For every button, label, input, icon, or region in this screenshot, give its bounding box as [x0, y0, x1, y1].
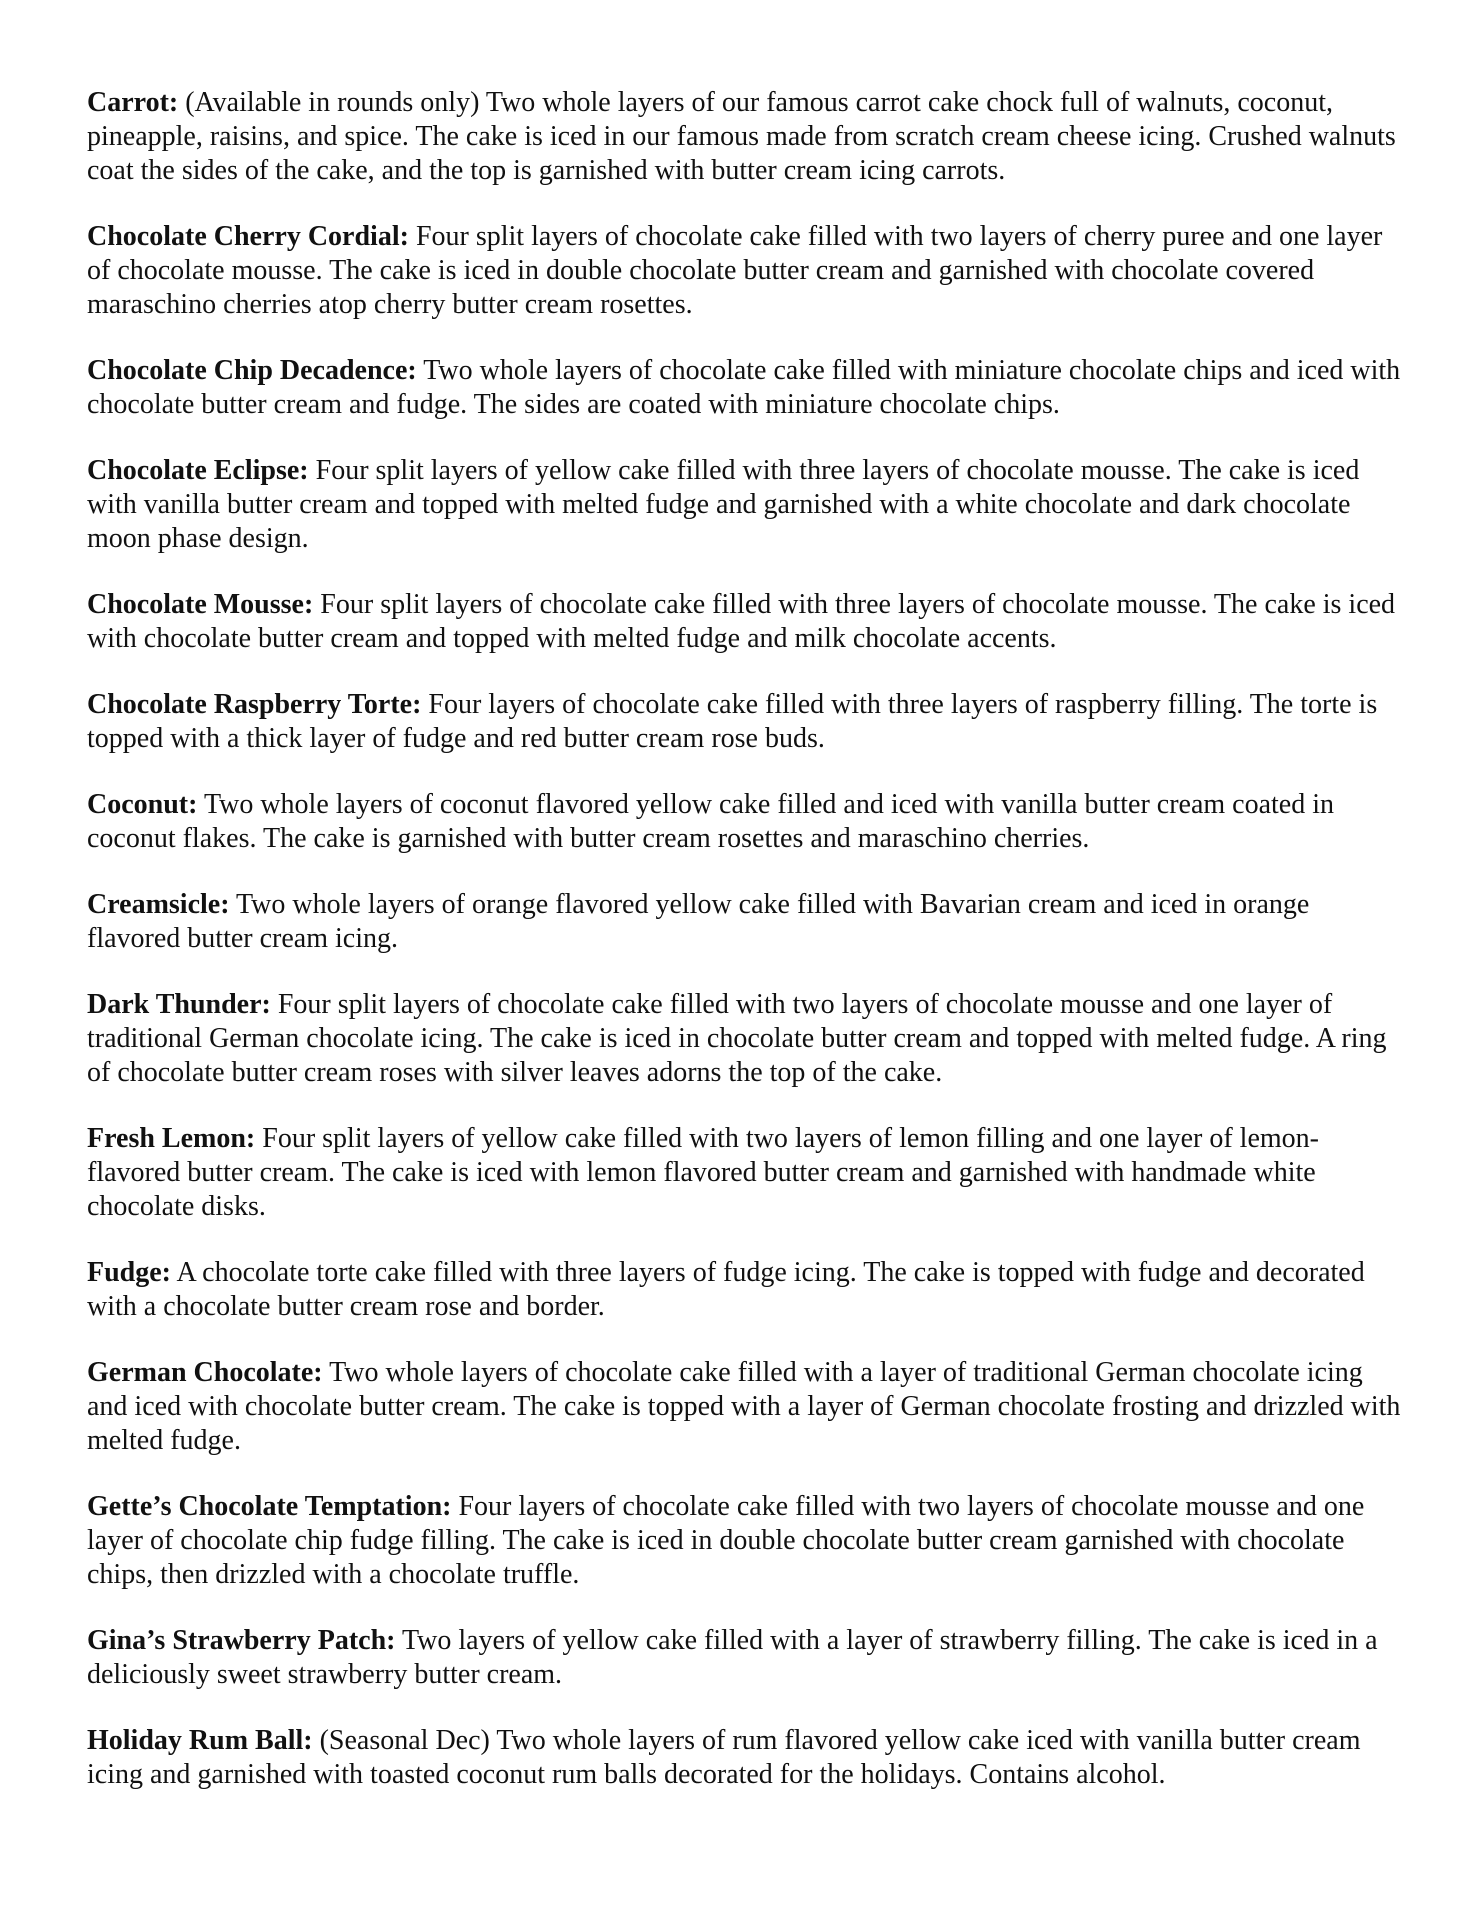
cake-name: Holiday Rum Ball:	[87, 1725, 313, 1756]
cake-name: Fresh Lemon:	[87, 1123, 256, 1154]
cake-entry-ginas-strawberry-patch	[87, 1624, 1405, 1692]
cake-name: Gette’s Chocolate Temptation:	[87, 1491, 452, 1522]
cake-description: Four split layers of yellow cake filled with three layers of chocolate mousse. The cake is iced with vanilla butter cream and topped with melted fudge and garnished with a white chocolate and dark chocolate moon phase design.	[87, 455, 1360, 554]
cake-entry-creamsicle	[87, 888, 1405, 956]
cake-description: Two whole layers of orange flavored yellow cake filled with Bavarian cream and iced in orange flavored butter cream icing.	[87, 889, 1310, 954]
cake-name: Coconut:	[87, 789, 198, 820]
cake-entry-german-chocolate	[87, 1356, 1405, 1458]
cake-entry-chocolate-mousse	[87, 588, 1405, 656]
cake-description: Four split layers of chocolate cake filled with two layers of chocolate mousse and one layer of traditional German chocolate icing. The cake is iced in chocolate butter cream and topped with melted fudge. A ring of chocolate butter cream roses with silver leaves adorns the top of the cake.	[87, 989, 1387, 1088]
cake-entry-chocolate-chip-decadence	[87, 354, 1405, 422]
cake-description: Four split layers of chocolate cake filled with two layers of cherry puree and one layer of chocolate mousse. The cake is iced in double chocolate butter cream and garnished with chocolate covered maraschino cherries atop cherry butter cream rosettes.	[87, 221, 1383, 320]
cake-name: Carrot:	[87, 87, 179, 118]
cake-entry-chocolate-eclipse	[87, 454, 1405, 556]
cake-name: German Chocolate:	[87, 1357, 323, 1388]
cake-name: Chocolate Mousse:	[87, 589, 314, 620]
cake-entry-fudge	[87, 1256, 1405, 1324]
cake-name: Chocolate Chip Decadence:	[87, 355, 417, 386]
cake-description: A chocolate torte cake filled with three layers of fudge icing. The cake is topped with fudge and decorated with a chocolate butter cream rose and border.	[87, 1257, 1365, 1322]
cake-description: (Available in rounds only) Two whole layers of our famous carrot cake chock full of walnuts, coconut, pineapple, raisins, and spice. The cake is iced in our famous made from scratch cream cheese icing. Crushed walnuts coat the sides of the cake, and the top is garnished with butter cream icing carrots.	[87, 87, 1396, 186]
cake-name: Chocolate Cherry Cordial:	[87, 221, 409, 252]
cake-entry-chocolate-cherry-cordial	[87, 220, 1405, 322]
cake-name: Creamsicle:	[87, 889, 230, 920]
cake-description: Two whole layers of coconut flavored yellow cake filled and iced with vanilla butter cream coated in coconut flakes. The cake is garnished with butter cream rosettes and maraschino cherries.	[87, 789, 1335, 854]
cake-name: Chocolate Eclipse:	[87, 455, 309, 486]
cake-entry-carrot	[87, 86, 1405, 188]
cake-entry-chocolate-raspberry-torte	[87, 688, 1405, 756]
cake-description: Four split layers of yellow cake filled with two layers of lemon filling and one layer of lemon-flavored butter cream. The cake is iced with lemon flavored butter cream and garnished with handmade white chocolate disks.	[87, 1123, 1319, 1222]
cake-description: Four layers of chocolate cake filled with three layers of raspberry filling. The torte is topped with a thick layer of fudge and red butter cream rose buds.	[87, 689, 1378, 754]
cake-description: Four layers of chocolate cake filled with two layers of chocolate mousse and one layer of chocolate chip fudge filling. The cake is iced in double chocolate butter cream garnished with chocolate chips, then drizzled with a chocolate truffle.	[87, 1491, 1365, 1590]
cake-entry-dark-thunder	[87, 988, 1405, 1090]
cake-menu-page	[87, 86, 1405, 1824]
cake-name: Fudge:	[87, 1257, 171, 1288]
cake-entry-holiday-rum-ball	[87, 1724, 1405, 1792]
cake-entry-fresh-lemon	[87, 1122, 1405, 1224]
cake-name: Dark Thunder:	[87, 989, 271, 1020]
cake-description: Two whole layers of chocolate cake filled with a layer of traditional German chocolate icing and iced with chocolate butter cream. The cake is topped with a layer of German chocolate frosting and drizzled with melted fudge.	[87, 1357, 1401, 1456]
cake-description: Two layers of yellow cake filled with a layer of strawberry filling. The cake is iced in a deliciously sweet strawberry butter cream.	[87, 1625, 1378, 1690]
cake-name: Gina’s Strawberry Patch:	[87, 1625, 396, 1656]
cake-description: Two whole layers of chocolate cake filled with miniature chocolate chips and iced with chocolate butter cream and fudge. The sides are coated with miniature chocolate chips.	[87, 355, 1401, 420]
cake-description: Four split layers of chocolate cake filled with three layers of chocolate mousse. The cake is iced with chocolate butter cream and topped with melted fudge and milk chocolate accents.	[87, 589, 1396, 654]
cake-name: Chocolate Raspberry Torte:	[87, 689, 422, 720]
cake-entry-coconut	[87, 788, 1405, 856]
cake-description: (Seasonal Dec) Two whole layers of rum flavored yellow cake iced with vanilla butter cream icing and garnished with toasted coconut rum balls decorated for the holidays. Contains alcohol.	[87, 1725, 1361, 1790]
cake-entry-gettes-chocolate-temptation	[87, 1490, 1405, 1592]
